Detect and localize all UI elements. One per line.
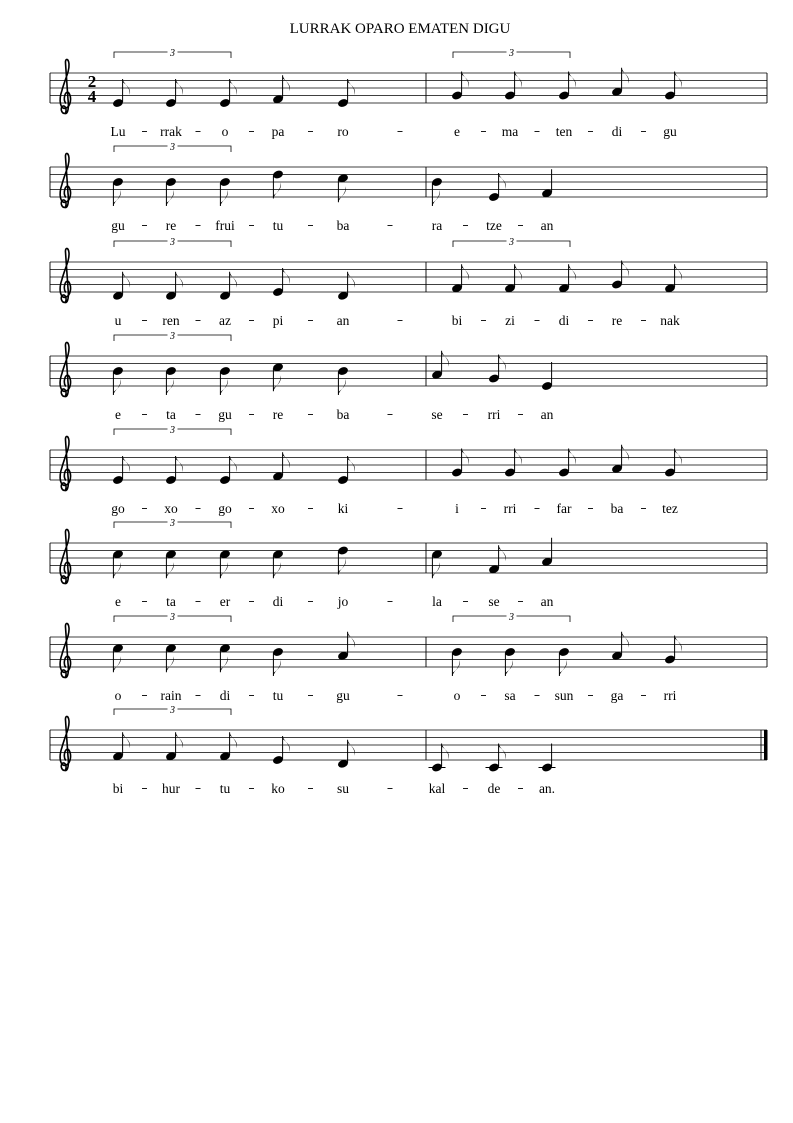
note bbox=[218, 366, 232, 422]
note-flag bbox=[123, 79, 130, 95]
lyric-syllable: gu bbox=[111, 218, 125, 233]
note-flag bbox=[675, 264, 682, 280]
treble-clef-icon bbox=[60, 716, 70, 770]
treble-clef-icon bbox=[60, 529, 70, 583]
lyric-syllable: e bbox=[454, 124, 460, 139]
note bbox=[337, 740, 355, 796]
measure bbox=[112, 237, 355, 328]
staff-system bbox=[50, 612, 767, 703]
lyric-syllable: frui bbox=[215, 218, 235, 233]
note bbox=[337, 272, 355, 328]
note bbox=[662, 449, 682, 517]
lyric-syllable: go bbox=[218, 501, 232, 516]
lyric-syllable: ma bbox=[501, 124, 519, 139]
staff-system bbox=[50, 518, 767, 609]
treble-clef-icon bbox=[60, 248, 70, 302]
lyric-syllable: ren bbox=[162, 313, 180, 328]
note bbox=[502, 72, 522, 140]
note bbox=[504, 647, 516, 703]
lyric-syllable: pi bbox=[272, 313, 284, 328]
note bbox=[504, 264, 522, 328]
lyric-syllable: re bbox=[272, 407, 284, 422]
note-flag bbox=[499, 173, 506, 189]
lyric-syllable: kal bbox=[428, 781, 446, 796]
measure bbox=[111, 142, 349, 233]
staff-system bbox=[50, 331, 767, 422]
note-flag bbox=[559, 660, 566, 676]
note-flag bbox=[348, 272, 355, 288]
note-flag bbox=[273, 183, 280, 199]
note bbox=[215, 177, 235, 233]
final-barline-thick bbox=[764, 730, 768, 760]
note bbox=[664, 636, 682, 704]
note-flag bbox=[515, 264, 522, 280]
note bbox=[429, 744, 450, 797]
lyric-syllable: di bbox=[611, 124, 623, 139]
note-flag bbox=[230, 79, 237, 95]
note-flag bbox=[283, 452, 290, 468]
note bbox=[663, 72, 682, 140]
note-flag bbox=[338, 559, 345, 575]
lyric-syllable: tze bbox=[486, 218, 502, 233]
note bbox=[337, 545, 349, 609]
lyric-syllable: rain bbox=[160, 688, 182, 703]
note-flag bbox=[348, 79, 355, 95]
lyric-syllable: ba bbox=[336, 218, 350, 233]
lyric-syllable: tu bbox=[219, 781, 231, 796]
note bbox=[488, 355, 506, 423]
measure bbox=[112, 331, 349, 422]
lyric-syllable: i bbox=[455, 501, 459, 516]
note bbox=[112, 366, 124, 422]
treble-clef-icon bbox=[60, 436, 70, 490]
note-flag bbox=[113, 656, 120, 672]
note-flag bbox=[499, 545, 506, 561]
note bbox=[611, 261, 629, 329]
lyric-syllable: bi bbox=[112, 781, 124, 796]
lyric-syllable: ga bbox=[610, 688, 624, 703]
note-flag bbox=[622, 261, 629, 277]
note bbox=[162, 272, 183, 328]
lyric-syllable: an bbox=[540, 594, 554, 609]
note-flag bbox=[432, 190, 439, 206]
lyric-syllable: ko bbox=[271, 781, 285, 796]
note bbox=[165, 366, 177, 422]
lyric-syllable: se bbox=[431, 407, 443, 422]
note-flag bbox=[675, 72, 682, 88]
lyric-syllable: an bbox=[540, 218, 554, 233]
note-flag bbox=[452, 660, 459, 676]
lyric-syllable: su bbox=[336, 781, 350, 796]
lyric-syllable: sun bbox=[554, 688, 574, 703]
note-flag bbox=[622, 632, 629, 648]
lyric-syllable: gu bbox=[218, 407, 232, 422]
treble-clef-icon bbox=[60, 153, 70, 207]
note bbox=[486, 744, 507, 797]
note-flag bbox=[166, 562, 173, 578]
note bbox=[272, 169, 284, 233]
note-flag bbox=[505, 660, 512, 676]
tuplet-number: 3 bbox=[170, 237, 175, 248]
note-flag bbox=[123, 456, 130, 472]
note bbox=[556, 72, 576, 140]
note-flag bbox=[462, 264, 469, 280]
note bbox=[337, 366, 350, 422]
note-flag bbox=[113, 562, 120, 578]
note-flag bbox=[348, 632, 355, 648]
tuplet-number: 3 bbox=[509, 48, 514, 59]
note-flag bbox=[113, 190, 120, 206]
lyric-syllable: e bbox=[115, 594, 121, 609]
note bbox=[451, 264, 469, 328]
staff-system bbox=[50, 237, 767, 328]
note-flag bbox=[515, 449, 522, 465]
lyric-syllable: u bbox=[114, 313, 122, 328]
lyric-syllable: bi bbox=[451, 313, 463, 328]
time-signature-numerator: 2 bbox=[87, 72, 97, 91]
note bbox=[162, 732, 183, 796]
note-flag bbox=[622, 68, 629, 84]
measure bbox=[111, 48, 356, 139]
note-flag bbox=[273, 660, 280, 676]
note-flag bbox=[176, 79, 183, 95]
lyric-syllable: e bbox=[115, 407, 121, 422]
measure bbox=[451, 612, 682, 703]
lyric-syllable: az bbox=[219, 313, 231, 328]
note bbox=[272, 75, 290, 139]
note-flag bbox=[273, 375, 280, 391]
note-flag bbox=[176, 272, 183, 288]
lyric-syllable: jo bbox=[337, 594, 349, 609]
lyric-syllable: xo bbox=[164, 501, 178, 516]
song-title: LURRAK OPARO EMATEN DIGU bbox=[289, 21, 511, 37]
lyric-syllable: di bbox=[558, 313, 570, 328]
lyric-syllable: ba bbox=[336, 407, 350, 422]
note-flag bbox=[273, 562, 280, 578]
note bbox=[660, 264, 682, 328]
measure bbox=[111, 425, 355, 516]
note-flag bbox=[166, 379, 173, 395]
note-flag bbox=[166, 656, 173, 672]
note-flag bbox=[432, 562, 439, 578]
tuplet-number: 3 bbox=[509, 237, 514, 248]
lyric-syllable: an bbox=[336, 313, 350, 328]
note-flag bbox=[348, 740, 355, 756]
lyric-syllable: se bbox=[488, 594, 500, 609]
time-signature-denominator: 4 bbox=[87, 87, 97, 106]
note bbox=[555, 647, 574, 703]
measure bbox=[429, 744, 556, 797]
staff-system bbox=[50, 705, 768, 796]
tuplet-number: 3 bbox=[170, 518, 175, 529]
lyric-syllable: Lu bbox=[110, 124, 126, 139]
measure bbox=[431, 169, 554, 233]
lyric-syllable: o bbox=[114, 688, 122, 703]
note bbox=[558, 264, 576, 328]
note-flag bbox=[442, 744, 449, 760]
lyric-syllable: far bbox=[556, 501, 572, 516]
lyric-syllable: gu bbox=[336, 688, 350, 703]
lyric-syllable: tu bbox=[272, 218, 284, 233]
note-flag bbox=[348, 456, 355, 472]
staff-system bbox=[50, 48, 767, 139]
note bbox=[112, 272, 130, 328]
note bbox=[557, 449, 577, 517]
note-flag bbox=[283, 736, 290, 752]
lyric-syllable: rri bbox=[487, 407, 501, 422]
note bbox=[451, 449, 469, 517]
note bbox=[112, 732, 130, 796]
note-flag bbox=[622, 445, 629, 461]
lyric-syllable: ta bbox=[166, 594, 176, 609]
note-flag bbox=[338, 186, 345, 202]
staff-system bbox=[50, 142, 767, 233]
lyric-syllable: hur bbox=[162, 781, 180, 796]
note-flag bbox=[220, 562, 227, 578]
lyric-syllable: nak bbox=[660, 313, 680, 328]
lyric-syllable: xo bbox=[271, 501, 285, 516]
lyric-syllable: ro bbox=[337, 124, 349, 139]
measure bbox=[451, 237, 682, 328]
lyric-syllable: ta bbox=[166, 407, 176, 422]
lyric-syllable: ra bbox=[431, 218, 443, 233]
note-flag bbox=[569, 449, 576, 465]
lyric-syllable: de bbox=[487, 781, 501, 796]
note bbox=[539, 744, 556, 797]
note-flag bbox=[442, 351, 449, 367]
measure bbox=[112, 518, 349, 609]
lyric-syllable: o bbox=[221, 124, 229, 139]
note-flag bbox=[515, 72, 522, 88]
note bbox=[272, 647, 284, 703]
note bbox=[219, 732, 237, 796]
note-flag bbox=[123, 272, 130, 288]
note-flag bbox=[499, 744, 506, 760]
note-flag bbox=[462, 449, 469, 465]
measure bbox=[112, 705, 355, 796]
note-flag bbox=[283, 268, 290, 284]
note-flag bbox=[176, 732, 183, 748]
note bbox=[451, 72, 469, 140]
treble-clef-icon bbox=[60, 623, 70, 677]
lyric-syllable: ki bbox=[337, 501, 349, 516]
measure bbox=[451, 48, 682, 139]
lyric-syllable: ba bbox=[610, 501, 624, 516]
note-flag bbox=[499, 355, 506, 371]
score-systems bbox=[50, 48, 768, 796]
note-flag bbox=[569, 72, 576, 88]
note-flag bbox=[230, 732, 237, 748]
tuplet-number: 3 bbox=[170, 331, 175, 342]
note bbox=[219, 272, 237, 328]
note bbox=[488, 545, 506, 609]
lyric-syllable: o bbox=[453, 688, 461, 703]
lyric-syllable: gu bbox=[663, 124, 677, 139]
note-flag bbox=[176, 456, 183, 472]
note-flag bbox=[283, 75, 290, 91]
note-flag bbox=[166, 190, 173, 206]
note-flag bbox=[230, 272, 237, 288]
note-flag bbox=[569, 264, 576, 280]
measure bbox=[112, 612, 355, 703]
tuplet-number: 3 bbox=[509, 612, 514, 623]
note-flag bbox=[220, 190, 227, 206]
note bbox=[165, 177, 177, 233]
note-flag bbox=[220, 656, 227, 672]
lyric-syllable: tez bbox=[662, 501, 678, 516]
lyric-syllable: rri bbox=[663, 688, 677, 703]
note-flag bbox=[675, 636, 682, 652]
lyric-syllable: tu bbox=[272, 688, 284, 703]
tuplet-number: 3 bbox=[170, 425, 175, 436]
treble-clef-icon bbox=[60, 342, 70, 396]
lyric-syllable: an bbox=[540, 407, 554, 422]
lyric-syllable: go bbox=[111, 501, 125, 516]
lyric-syllable: er bbox=[219, 594, 231, 609]
note bbox=[111, 177, 125, 233]
note-flag bbox=[462, 72, 469, 88]
note-flag bbox=[675, 449, 682, 465]
note bbox=[271, 452, 290, 516]
tuplet-number: 3 bbox=[170, 48, 175, 59]
time-signature bbox=[88, 72, 97, 106]
lyric-syllable: rrak bbox=[160, 124, 182, 139]
note bbox=[451, 647, 463, 703]
lyric-syllable: la bbox=[432, 594, 442, 609]
lyric-syllable: rri bbox=[503, 501, 517, 516]
lyric-syllable: di bbox=[272, 594, 284, 609]
lyric-syllable: pa bbox=[271, 124, 285, 139]
tuplet-number: 3 bbox=[170, 142, 175, 153]
staff-system bbox=[50, 425, 767, 516]
lyric-syllable: di bbox=[219, 688, 231, 703]
note bbox=[541, 169, 554, 233]
treble-clef-icon bbox=[60, 59, 70, 113]
note bbox=[504, 449, 522, 517]
tuplet-number: 3 bbox=[170, 612, 175, 623]
lyric-syllable: re bbox=[611, 313, 623, 328]
lyric-syllable: zi bbox=[505, 313, 515, 328]
lyric-syllable: ten bbox=[555, 124, 573, 139]
tuplet-number: 3 bbox=[170, 705, 175, 716]
lyric-syllable: sa bbox=[504, 688, 516, 703]
lyric-syllable: an. bbox=[538, 781, 556, 796]
note-flag bbox=[338, 379, 345, 395]
note-flag bbox=[220, 379, 227, 395]
note-flag bbox=[113, 379, 120, 395]
note-flag bbox=[230, 456, 237, 472]
lyric-syllable: re bbox=[165, 218, 177, 233]
note-flag bbox=[123, 732, 130, 748]
note bbox=[431, 177, 443, 233]
